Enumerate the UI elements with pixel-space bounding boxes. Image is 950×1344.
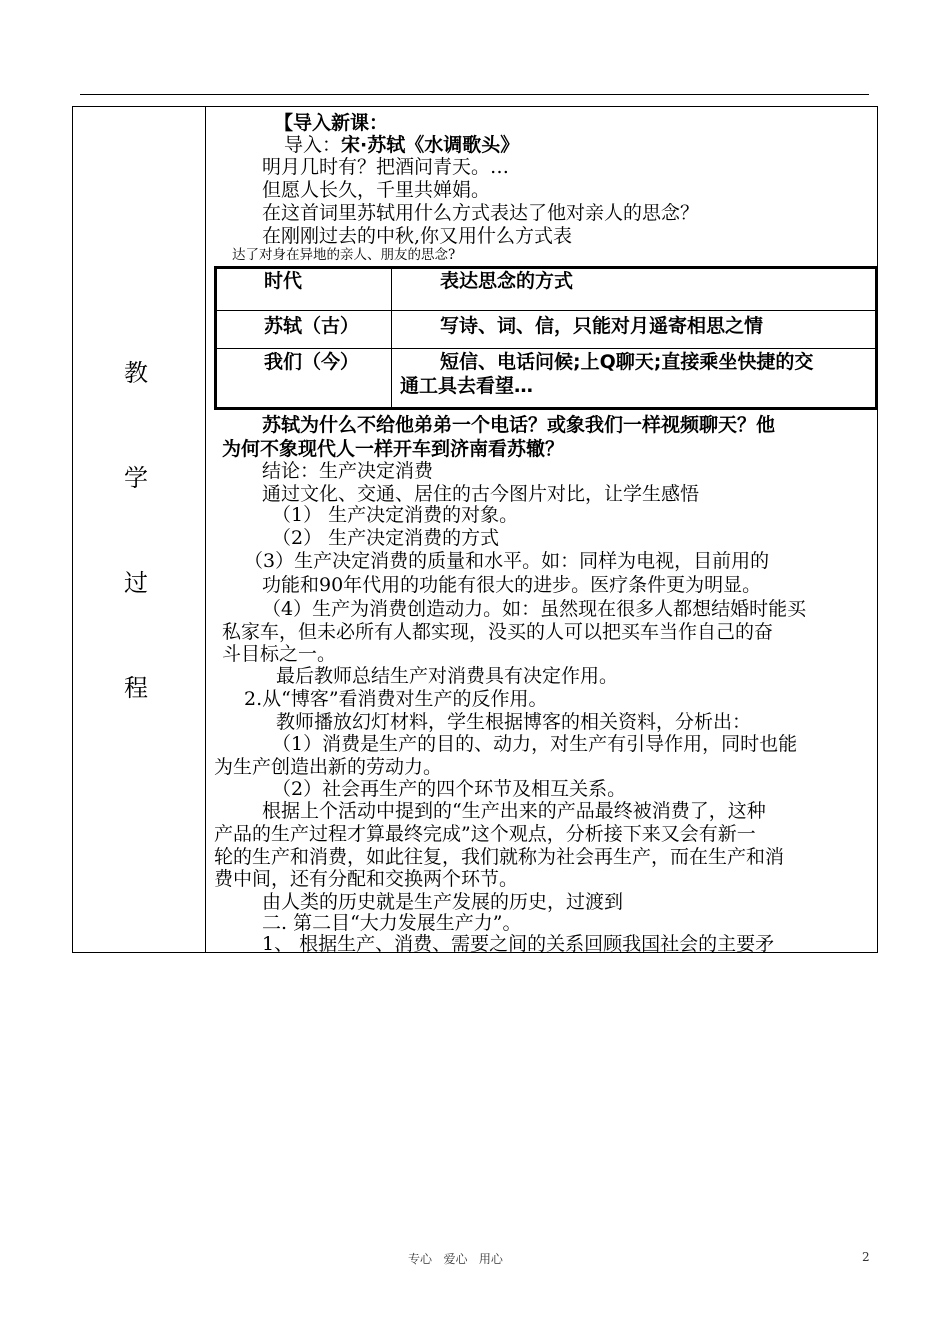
footer-motto: 专心 爱心 用心 [408,1252,503,1266]
intro-heading: 【导入新课： [274,112,389,134]
table-cell: 写诗、词、信，只能对月遥寄相思之情 [440,315,764,337]
page-number: 2 [862,1250,870,1264]
body-line: 轮的生产和消费，如此往复，我们就称为社会再生产，而在生产和消 [214,846,785,868]
body-line: 1、 根据生产、消费、需要之间的关系回顾我国社会的主要矛 [262,933,775,955]
body-line: 费中间，还有分配和交换两个环节。 [214,868,519,890]
table-cell: 我们（今） [264,351,360,373]
body-line: 斗目标之一。 [222,643,337,665]
body-line: 根据上个活动中提到的“生产出来的产品最终被消费了，这种 [262,800,766,822]
question-text: 在这首词里苏轼用什么方式表达了他对亲人的思念？ [262,202,700,224]
comparison-table-rule [214,310,878,311]
body-line: 由人类的历史就是生产发展的历史，过渡到 [262,891,624,913]
body-line: 结论：生产决定消费 [262,460,434,482]
body-line: （2）社会再生产的四个环节及相互关系。 [272,778,627,800]
body-line: 教师播放幻灯材料，学生根据博客的相关资料，分析出： [276,711,752,733]
body-line: 产品的生产过程才算最终完成”这个观点，分析接下来又会有新一 [214,823,756,845]
poem-line: 明月几时有？把酒问青天。… [262,156,510,178]
body-line: （1）消费是生产的目的、动力，对生产有引导作用，同时也能 [272,733,798,755]
body-line: （4）生产为消费创造动力。如：虽然现在很多人都想结婚时能买 [262,598,807,620]
poem-line: 但愿人长久，千里共婵娟。 [262,179,491,201]
body-line: 为生产创造出新的劳动力。 [214,756,443,778]
table-cell: 通工具去看望… [400,375,534,397]
body-line: 苏轼为什么不给他弟弟一个电话？或象我们一样视频聊天？他 [262,414,776,436]
body-line: （3）生产决定消费的质量和水平。如：同样为电视，目前用的 [244,550,770,572]
comparison-table-rule [214,348,878,349]
body-line: （1） 生产决定消费的对象。 [272,504,519,526]
column-divider [205,106,206,953]
body-line: 为何不象现代人一样开车到济南看苏辙？ [222,438,565,460]
comparison-table-divider [391,266,392,410]
table-header-method: 表达思念的方式 [440,270,574,292]
body-line: 最后教师总结生产对消费具有决定作用。 [276,665,619,687]
body-line: （2） 生产决定消费的方式 [272,527,500,549]
body-line: 通过文化、交通、居住的古今图片对比，让学生感悟 [262,483,700,505]
question-text-small: 达了对身在异地的亲人、朋友的思念? [232,247,456,263]
table-header-era: 时代 [264,270,303,292]
side-label-char: 学 [124,464,148,492]
body-line: 二. 第二目“大力发展生产力”。 [262,912,522,934]
body-line: 私家车，但未必所有人都实现，没买的人可以把买车当作自己的奋 [222,621,774,643]
intro-lead-prefix: 导入： [284,134,342,156]
body-line: 功能和90年代用的功能有很大的进步。医疗条件更为明显。 [262,574,762,596]
side-label-char: 程 [124,674,148,702]
side-label-char: 教 [124,359,148,387]
table-cell: 苏轼（古） [264,315,360,337]
body-line: 2.从“博客”看消费对生产的反作用。 [244,688,548,710]
intro-lead-title: 宋·苏轼《水调歌头》 [341,134,520,156]
question-text: 在刚刚过去的中秋,你又用什么方式表 [262,225,573,247]
intro-lead [284,134,519,156]
table-cell: 短信、电话问候;上Q聊天;直接乘坐快捷的交 [440,351,814,373]
header-rule [80,94,869,95]
side-label-char: 过 [124,569,148,597]
